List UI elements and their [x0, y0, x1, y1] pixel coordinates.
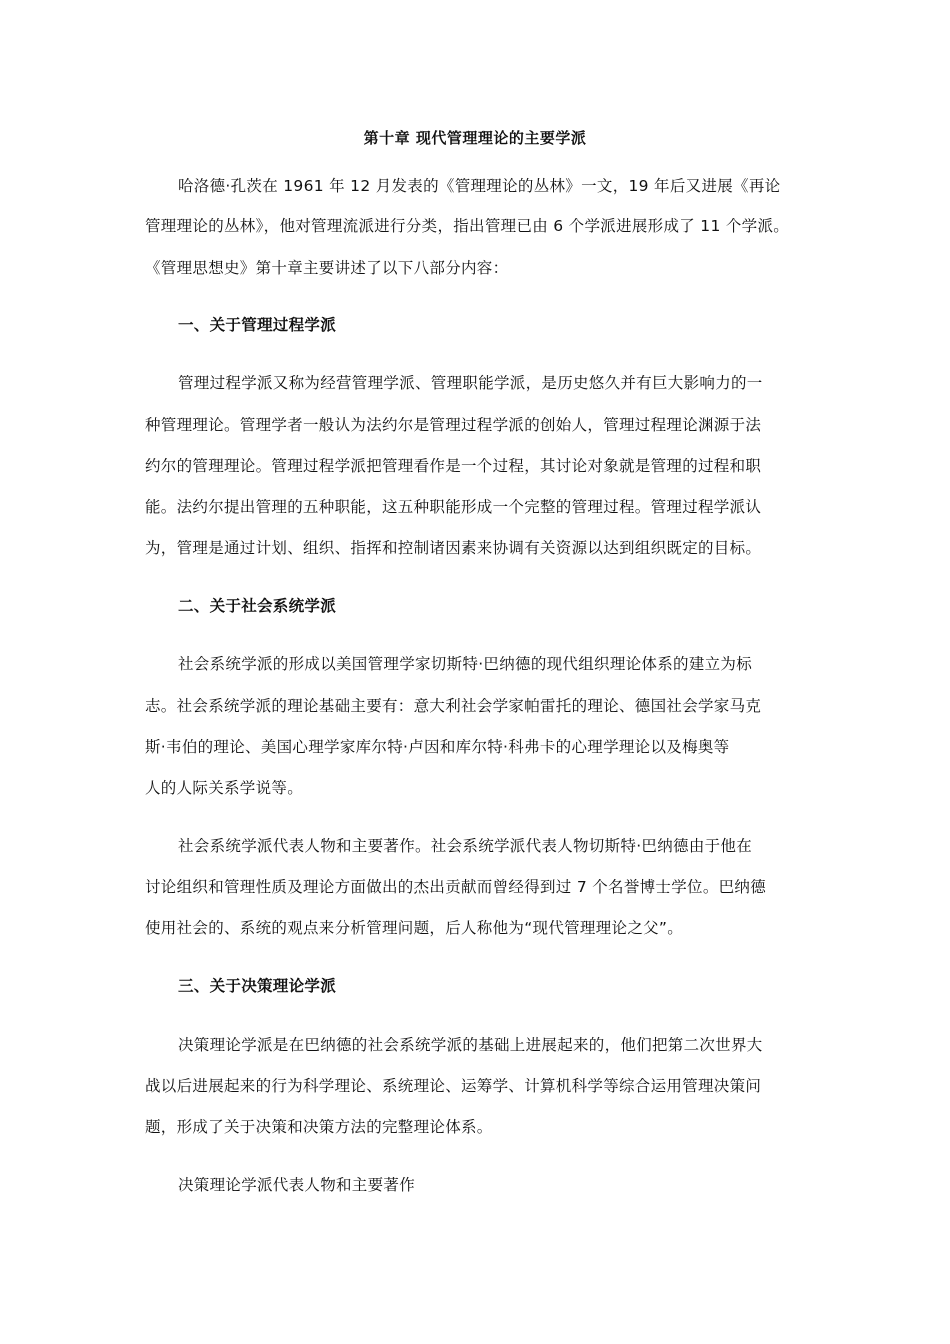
paragraph-line: 决策理论学派是在巴纳德的社会系统学派的基础上进展起来的，他们把第二次世界大: [178, 1036, 763, 1054]
paragraph-line: 种管理理论。管理学者一般认为法约尔是管理过程学派的创始人，管理过程理论渊源于法: [145, 416, 762, 434]
chapter-title: 第十章 现代管理理论的主要学派: [363, 129, 587, 147]
paragraph-line: 志。社会系统学派的理论基础主要有：意大利社会学家帕雷托的理论、德国社会学家马克: [145, 697, 762, 715]
paragraph-line: 战以后进展起来的行为科学理论、系统理论、运筹学、计算机科学等综合运用管理决策问: [145, 1077, 762, 1095]
paragraph-line: 哈洛德·孔茨在 1961 年 12 月发表的《管理理论的丛林》一文，19 年后又进展《再论: [178, 177, 781, 195]
paragraph-line: 题，形成了关于决策和决策方法的完整理论体系。: [145, 1118, 493, 1136]
paragraph-line: 讨论组织和管理性质及理论方面做出的杰出贡献而曾经得到过 7 个名誉博士学位。巴纳德: [145, 878, 767, 896]
paragraph-line: 斯·韦伯的理论、美国心理学家库尔特·卢因和库尔特·科弗卡的心理学理论以及梅奥等: [145, 738, 730, 756]
paragraph-line: 能。法约尔提出管理的五种职能，这五种职能形成一个完整的管理过程。管理过程学派认: [145, 498, 762, 516]
paragraph-line: 为，管理是通过计划、组织、指挥和控制诸因素来协调有关资源以达到组织既定的目标。: [145, 539, 762, 557]
paragraph-line: 社会系统学派的形成以美国管理学家切斯特·巴纳德的现代组织理论体系的建立为标: [178, 655, 753, 673]
section-heading: 一、关于管理过程学派: [178, 316, 337, 334]
paragraph-line: 管理过程学派又称为经营管理学派、管理职能学派，是历史悠久并有巨大影响力的一: [178, 374, 763, 392]
paragraph-line: 社会系统学派代表人物和主要著作。社会系统学派代表人物切斯特·巴纳德由于他在: [178, 837, 753, 855]
paragraph-line: 使用社会的、系统的观点来分析管理问题，后人称他为“现代管理理论之父”。: [145, 919, 684, 937]
section-heading: 二、关于社会系统学派: [178, 597, 337, 615]
paragraph-line: 决策理论学派代表人物和主要著作: [178, 1176, 416, 1194]
paragraph-line: 约尔的管理理论。管理过程学派把管理看作是一个过程，其讨论对象就是管理的过程和职: [145, 457, 762, 475]
paragraph-line: 人的人际关系学说等。: [145, 779, 304, 797]
paragraph-line: 《管理思想史》第十章主要讲述了以下八部分内容：: [145, 259, 509, 277]
section-heading: 三、关于决策理论学派: [178, 977, 337, 995]
paragraph-line: 管理理论的丛林》，他对管理流派进行分类，指出管理已由 6 个学派进展形成了 11 个学派。: [145, 217, 790, 235]
